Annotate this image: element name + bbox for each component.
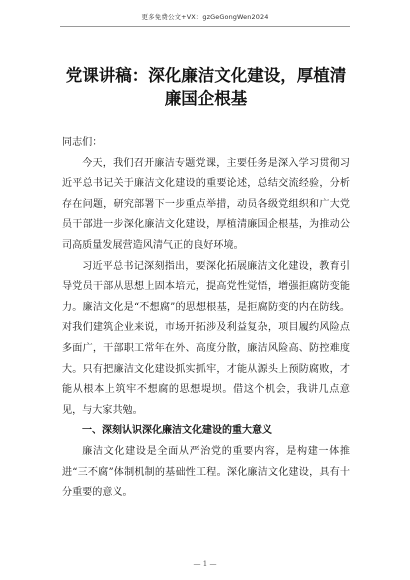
document-title: 党课讲稿：深化廉洁文化建设，厚植清廉国企根基 [65,66,347,108]
header-note: 更多免费公文+VX：gzGeGongWen2024 [141,13,269,21]
document-body [62,133,350,504]
salutation: 同志们： [62,137,103,148]
body-paragraph-1: 今天，我们召开廉洁专题党课，主要任务是深入学习贯彻习近平总书记关于廉洁文化建设的重要论述，总结交流经验，分析存在问题，研究部署下一步重点举措，动员各级党组织和广大党员干部进一步深化廉洁文化建设，厚植清廉国企根基，为推动公司高质量发展营造风清气正的良好环境。 [62,157,350,251]
section-heading-1: 一、深刻认识深化廉洁文化建设的重大意义 [82,425,272,437]
page-number: — 1 — [193,560,217,568]
body-paragraph-2: 习近平总书记深刻指出，要深化拓展廉洁文化建设，教育引导党员干部从思想上固本培元，提高党性觉悟，增强拒腐防变能力。廉洁文化是“不想腐”的思想根基，是拒腐防变的内在防线。对我们建筑企业来说，市场开拓涉及利益复杂，项目履约风险点多面广，干部职工常年在外、高度分散，廉洁风险高、防控难度大。只有把廉洁文化建设抓实抓牢，才能从源头上预防腐败，才能从根本上筑牢不想腐的思想堤坝。借这个机会，我讲几点意见，与大家共勉。 [62,260,350,416]
section-paragraph-1: 廉洁文化建设是全面从严治党的重要内容，是构建一体推进“三不腐”体制机制的基础性工程。深化廉洁文化建设，具有十分重要的意义。 [62,445,350,499]
header-divider [60,26,350,27]
